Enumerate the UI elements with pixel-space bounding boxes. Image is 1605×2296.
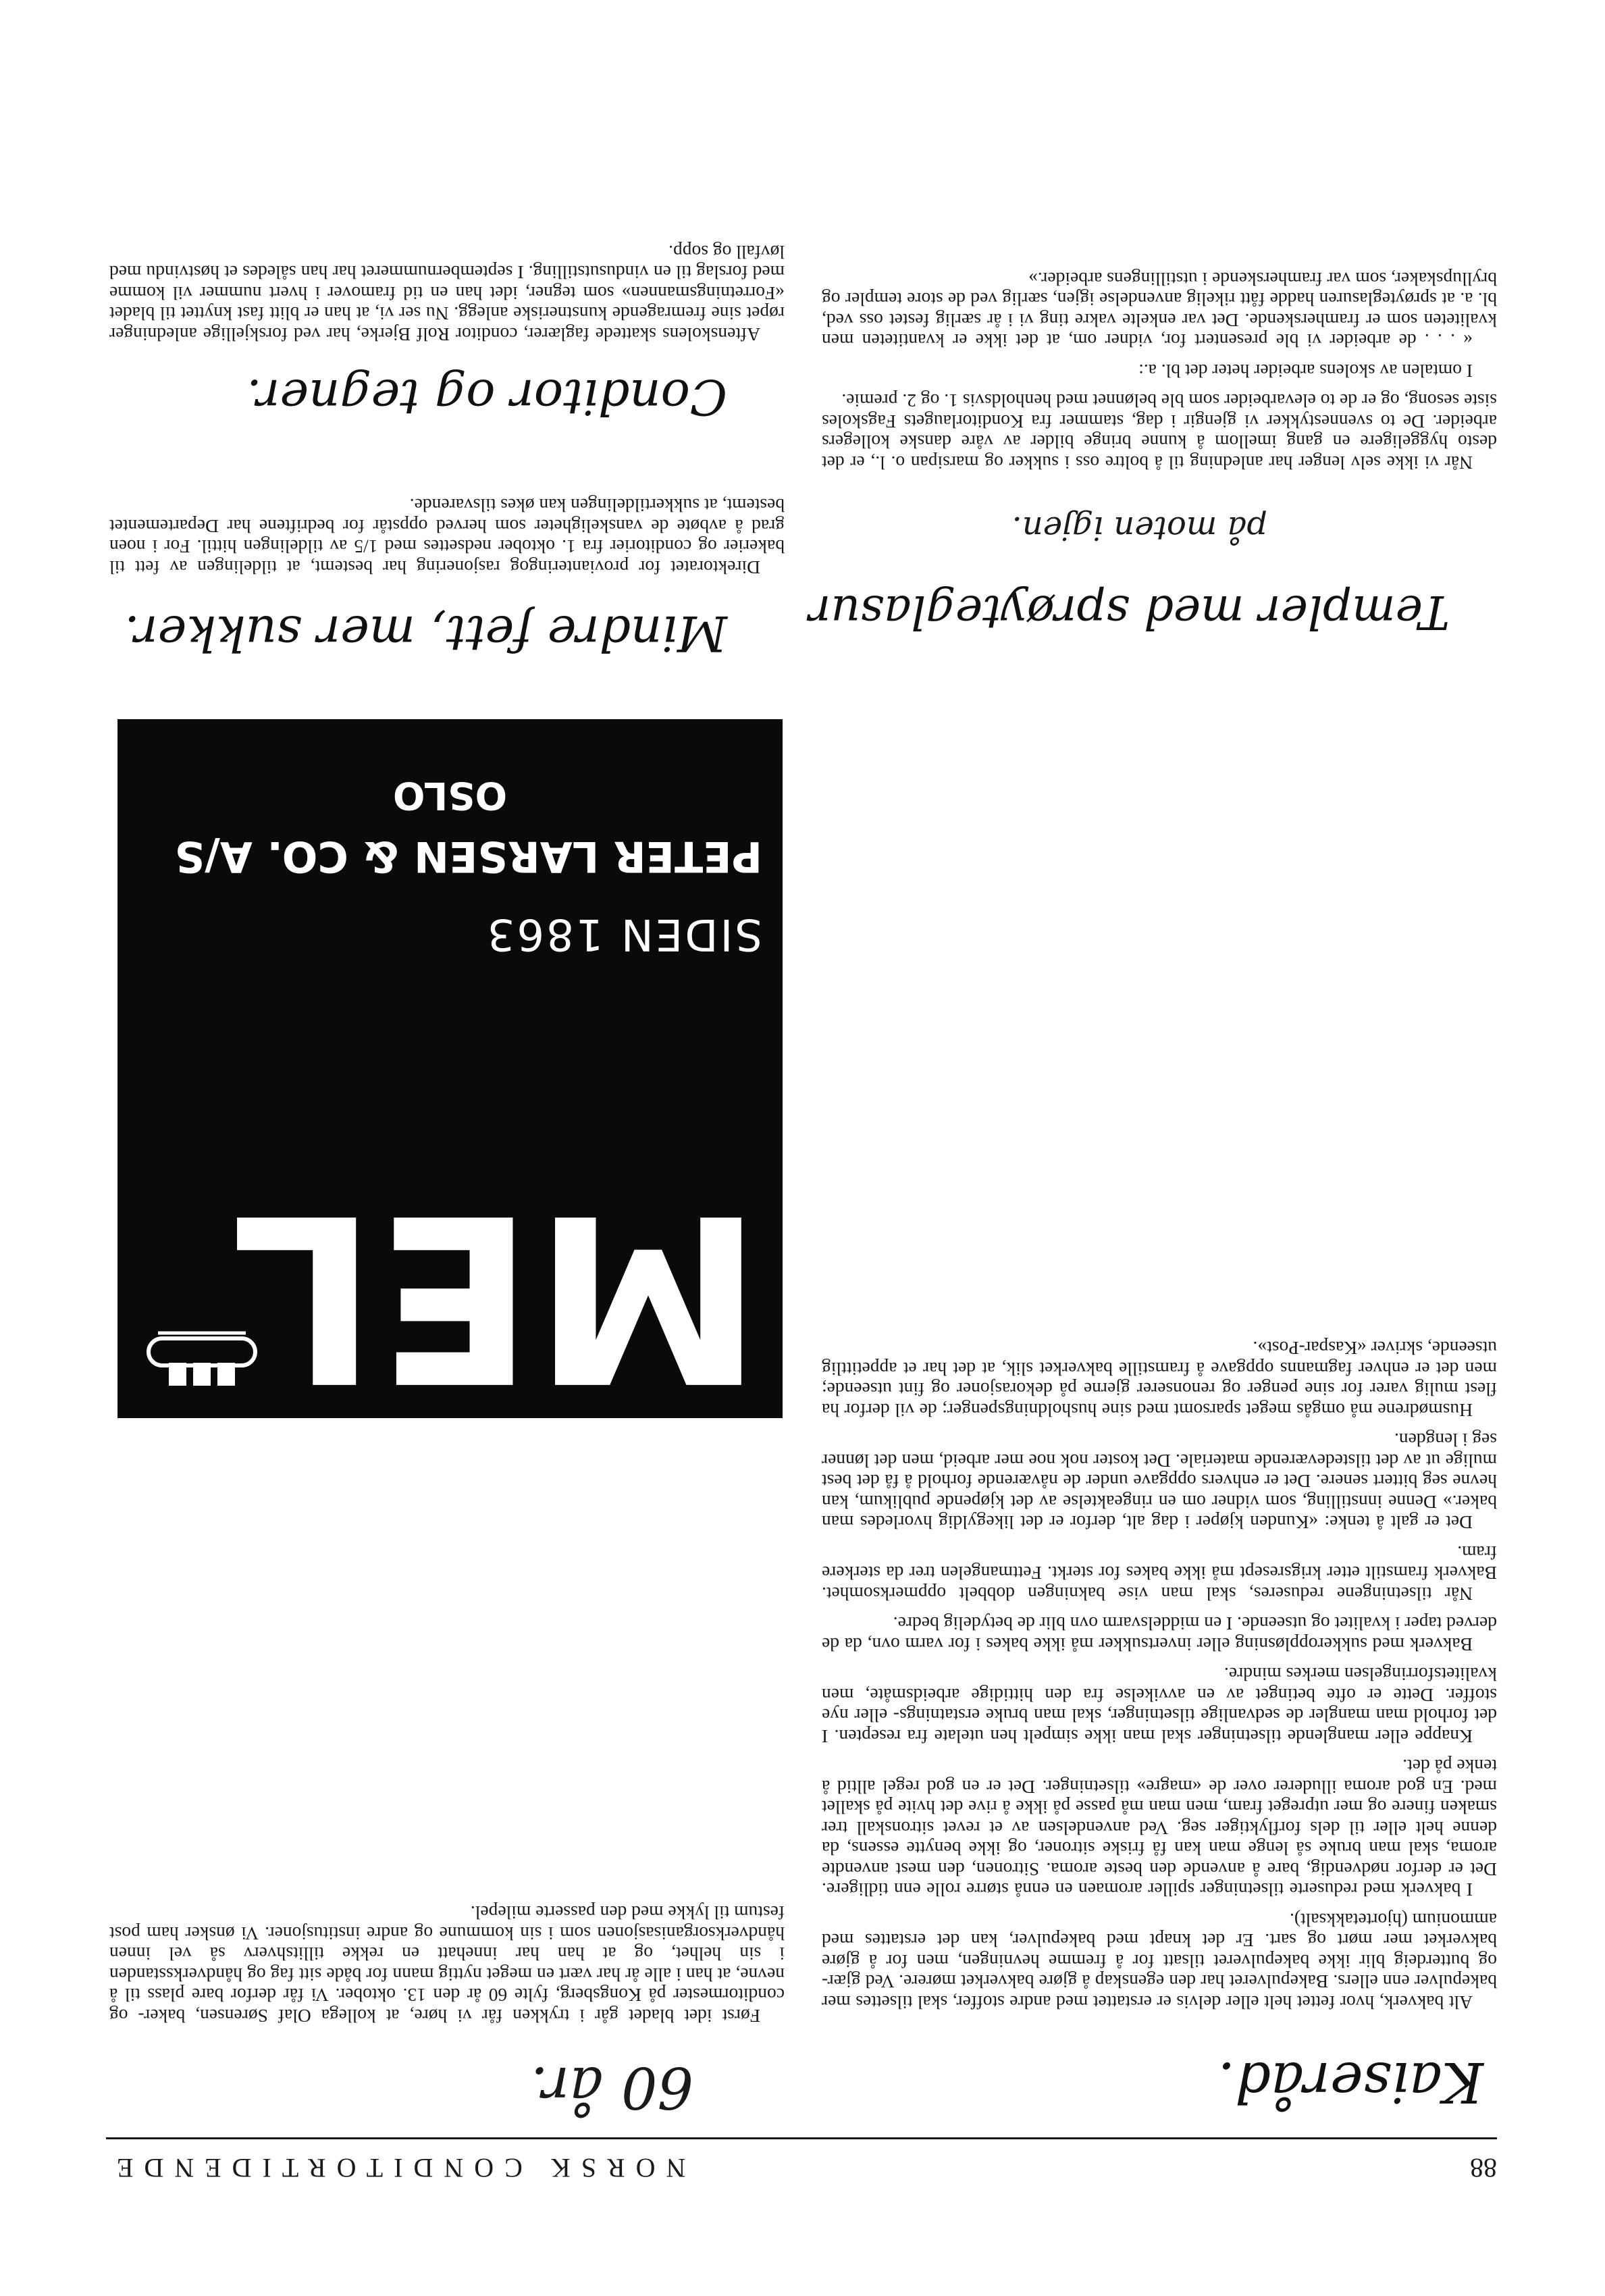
since-label: SIDEN 1863 <box>485 909 762 959</box>
paragraph: Direktoratet for provianteringog rasjonering har bestemt, at tildelingen av fett til bakerier og conditorier fra 1. oktober nedsettes med 1/5 av tildelingen hittil. For i noen grad å avbøte de vanskeligheter som herved oppstår for bedriftene har Departementet bestemt, at sukkertildelingen kan økes tilsvarende. <box>109 495 785 578</box>
paragraph: Først idet bladet går i trykken får vi høre, at kollega Olaf Sørensen, baker- og conditormester på Kongsberg, fylte 60 år den 13. oktober. Vi får derfor bare plass til å nevne, at han i alle år har vært en meget nyttig mann for både sitt fag og håndverksstanden i sin helhet, og at han har innehatt en rekke tillitshverv så vel innen håndverksorganisasjonen som i sin kommune og andre institusjoner. Vi ønsker ham post festum til lykke med den passerte milepel. <box>109 1902 785 2027</box>
heading-templer: Templer med sprøyteglasur <box>808 585 1450 638</box>
heading-kaiserad: Kaiseråd. <box>1217 2050 1483 2114</box>
heading-mindre-fett: Mindre fett, mer sukker. <box>124 605 727 662</box>
heading-60-ar: 60 år. <box>530 2054 693 2120</box>
paragraph: I bakverk med reduserte tilsetninger spiller aromaen en ennå større rolle enn tidligere. Det er derfor nødvendig, bare å anvende den beste aroma. Sitronen, den mest anvendte aroma, skal man bruke så lenge man kan få friske sitroner, og ikke benytte essens, da denne helt eller til dels forflyktiger seg. Ved anvendelsen av et revet sitronskall trer smaken finere og mer utpreget fram, men man må passe på ikke å rive det hvite på skallet med. En god aroma illuderer over de «magre» tilsetninger. Det er en god regel alltid å tenke på det. <box>822 1756 1497 1901</box>
heading-conditor-og-tegner: Conditor og tegner. <box>246 369 727 425</box>
paragraph: Knappe eller manglende tilsetninger skal man ikke simpelt hen utelate fra resepten. I det forhold man mangler de sedvanlige tilsetninger, skal man bruke erstatnings- eller nye stoffer. Dette er ofte betinget av en avvikelse fra den hittidige arbeidsmåte, men kvalitetsforringelsen merkes mindre. <box>822 1664 1497 1747</box>
article-mindre-fett <box>109 495 785 577</box>
article-conditor-og-tegner <box>109 242 785 345</box>
article-templer <box>822 269 1497 473</box>
article-60-ar <box>109 1902 785 2026</box>
paragraph: « . . . de arbeider vi ble presentert for, vidner om, at det ikke er kvantiteten men kvaliteten som er framherskende. Det var enkelte vakre ting vi i år særlig festet oss ved, bl. a. at sprøyteglasuren hadde fått rikelig anvendelse igjen, særlig ved de store templer og bryllupskaker, som var framherskende i utstillingens arbeider.» <box>822 269 1497 352</box>
flour-advertisement <box>117 719 783 1430</box>
paragraph: Det er galt å tenke: «Kunden kjøper i dag alt, derfor er det likegyldig hvorledes man baker.» Denne innstilling, som vidner om en ringeaktelse av det kjøpende publikum, kan hevne seg bittert senere. Det er enhvers oppgave under de nåværende forhold å få det best mulige ut av det tilstedeværende materiale. Det koster nok noe mer arbeid, men det lønner seg i lengden. <box>822 1430 1497 1534</box>
company-city: OSLO <box>392 773 508 817</box>
paragraph: I omtalen av skolens arbeider heter det bl. a.: <box>1138 361 1473 382</box>
brand-mel: MEL <box>230 1163 762 1430</box>
journal-title: NORSK CONDITORTIDENDE <box>106 2153 686 2183</box>
paragraph: Aftenskolens skattede faglærer, conditor Rolf Bjerke, har ved forskjellige anledninger røpet sine fremragende kunstneriske anlegg. Nu ser vi, at han er blitt fast knyttet til bladet «Forretningsmannen» som tegner, idet han en tid framover i hvert nummer vil komme med forslag til en vindusutstilling. I septembernummeret har han således et høstvindu med løvfall og sopp. <box>109 242 785 345</box>
paragraph: Når tilsetningene reduseres, skal man vise bakningen dobbelt oppmerksomhet. Bakverk framstilt etter krigsresept må ikke bakes for sterkt. Fettmangelen trer da sterkere fram. <box>822 1542 1497 1604</box>
paragraph: Husmødrene må omgås meget sparsomt med sine husholdningspenger; de vil derfor ha flest mulig varer for sine penger og renonserer gjerne på dekorasjoner og fint utseende; men det er enhver fagmanns oppgave å framstille bakverket slik, at det har et appetittlig utseende, skriver «Kaspar-Post». <box>822 1338 1497 1421</box>
paragraph: Når vi ikke selv lenger har anledning til å boltre oss i sukker og marsipan o. l., er det desto hyggeligere en gang imellom å kunne bringe bilder av våre danske kollegers arbeider. De to svennestykker vi gjengir i dag, stammer fra Konditorlaugets Fagskoles siste sesong, og er de to elevarbeider som ble belønnet med henholdsvis 1. og 2. premie. <box>822 390 1497 473</box>
company-name: PETER LARSEN & CO. A/S <box>174 832 762 881</box>
subheading-templer: på moten igjen. <box>1011 509 1267 547</box>
article-kaiserad <box>822 1338 1497 2012</box>
paragraph: Alt bakverk, hvor fettet helt eller delvis er erstattet med andre stoffer, skal tilsettes mer bakepulver enn ellers. Bakepulveret har den egenskap å gjøre bakverket mørere. Ved gjær- og butterdeig blir ikke bakepulveret tilsatt for å fremme hevningen, men for å gjøre bakverket mer mørt og sart. Er det knapt med bakepulver, kan det erstattes med ammonium (hjortetakksalt). <box>822 1910 1497 2013</box>
paragraph: Bakverk med sukkeroppløsning eller invertsukker må ikke bakes i for varm ovn, da de derved taper i kvalitet og utseende. I en middelsvarm ovn blir de betydelig bedre. <box>822 1613 1497 1655</box>
page-header <box>106 2137 1497 2188</box>
page-number: 88 <box>1470 2153 1497 2183</box>
